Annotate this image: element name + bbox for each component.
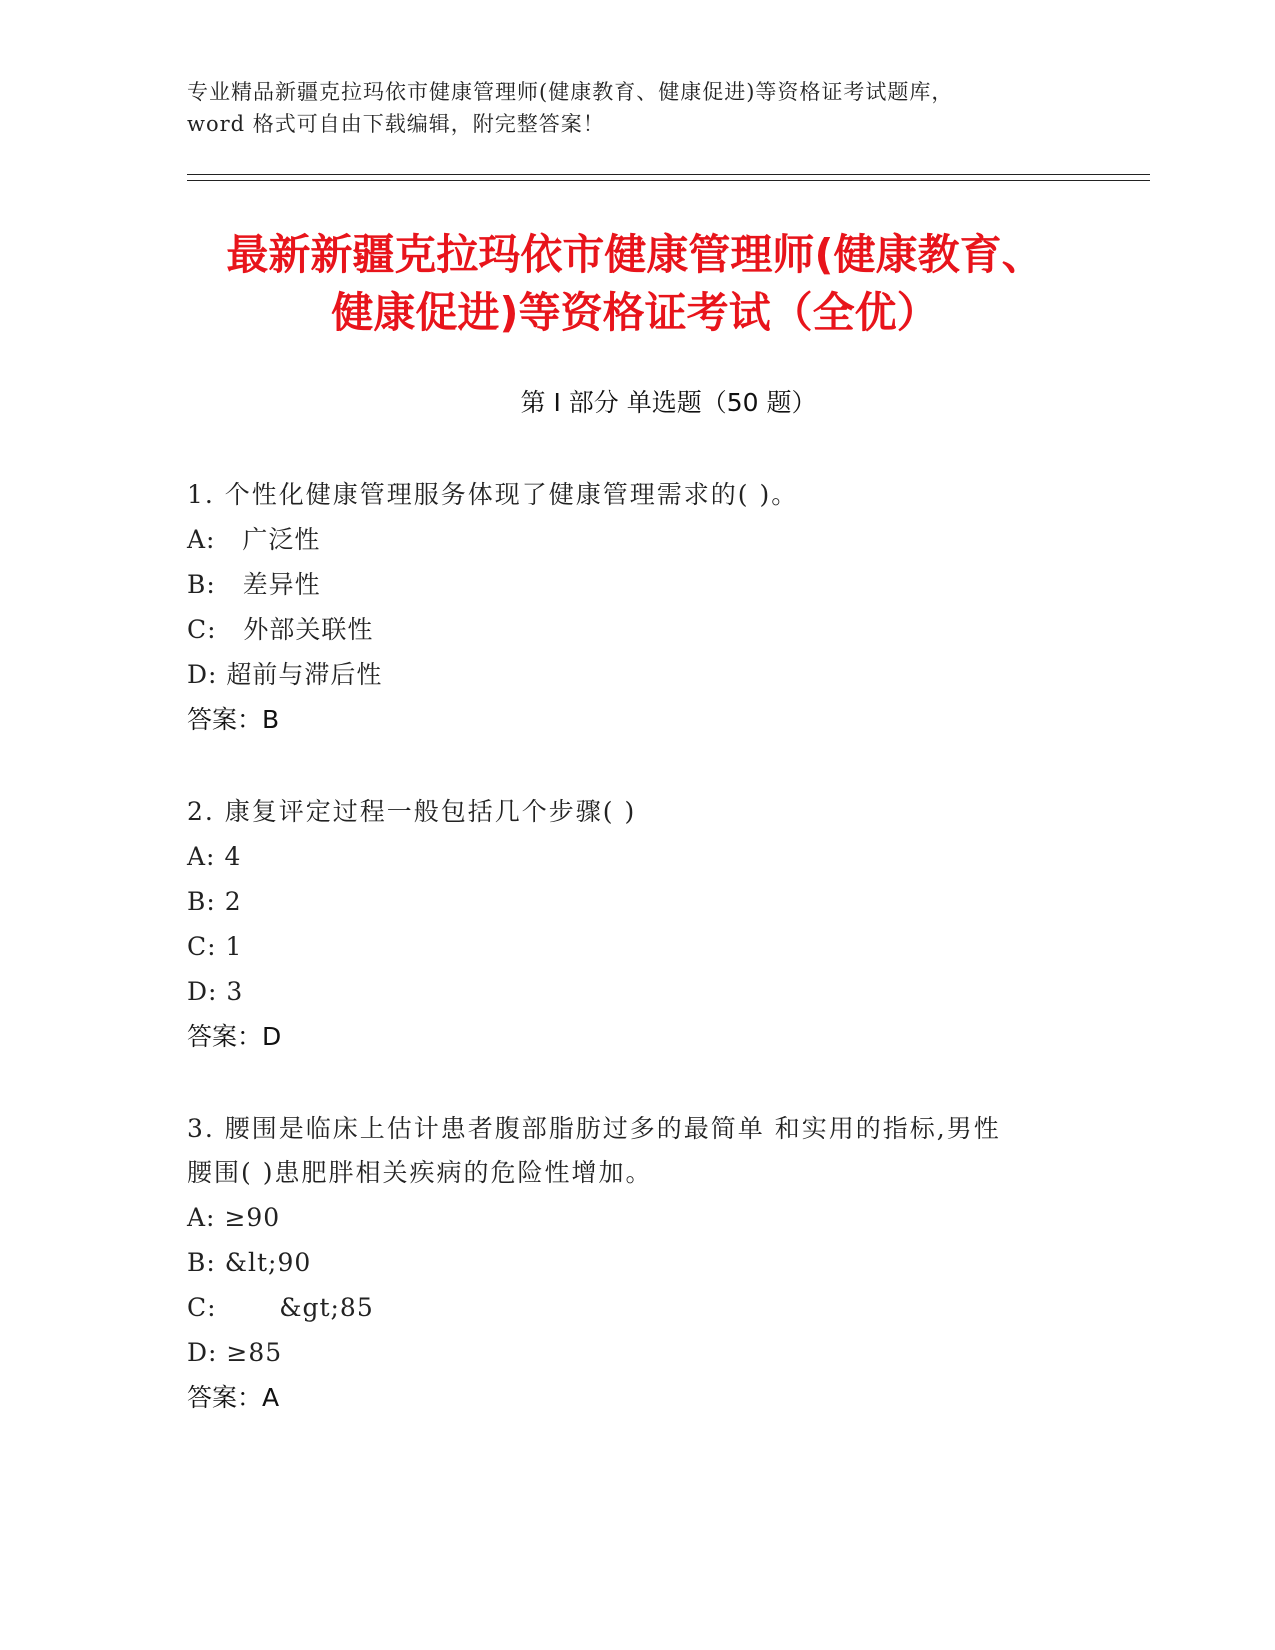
option-c xyxy=(187,924,1087,969)
option-text: 2 xyxy=(224,887,242,916)
option-label: B: xyxy=(187,570,216,599)
option-d xyxy=(187,1330,1087,1375)
option-label: C: xyxy=(187,932,217,961)
option-label: D: xyxy=(187,660,218,689)
section-heading: 第 I 部分 单选题（50 题） xyxy=(520,388,817,417)
header-note xyxy=(187,76,1087,140)
question-stem xyxy=(187,473,1087,517)
question-stem-line: 3. 腰围是临床上估计患者腹部脂肪过多的最简单 和实用的指标,男性 xyxy=(187,1114,1001,1143)
option-text: 4 xyxy=(224,842,242,871)
option-label: D: xyxy=(187,977,218,1006)
question-block xyxy=(187,1107,1087,1420)
header-note-line: word 格式可自由下载编辑，附完整答案！ xyxy=(187,112,605,136)
document-title-line: 健康促进)等资格证考试（全优） xyxy=(331,288,939,337)
question-stem-line: 腰围( )患肥胖相关疾病的危险性增加。 xyxy=(187,1158,653,1187)
question-stem-line: 2. 康复评定过程一般包括几个步骤( ) xyxy=(187,797,637,826)
option-label: B: xyxy=(187,887,216,916)
question-block xyxy=(187,790,1087,1059)
option-label: D: xyxy=(187,1338,218,1367)
option-d xyxy=(187,969,1087,1014)
option-text: 差异性 xyxy=(224,570,321,599)
header-divider xyxy=(187,174,1150,175)
option-text: 3 xyxy=(226,977,244,1006)
option-label: C: xyxy=(187,615,217,644)
option-b xyxy=(187,879,1087,924)
question-stem xyxy=(187,1107,1087,1195)
option-label: A: xyxy=(187,525,216,554)
option-a xyxy=(187,834,1087,879)
document-title-line: 最新新疆克拉玛依市健康管理师(健康教育、 xyxy=(226,230,1044,279)
question-block xyxy=(187,473,1087,742)
option-text: &lt;90 xyxy=(224,1248,312,1277)
option-b xyxy=(187,1240,1087,1285)
question-stem-line: 1. 个性化健康管理服务体现了健康管理需求的( )。 xyxy=(187,480,799,509)
answer-line: 答案：A xyxy=(187,1383,280,1412)
option-c xyxy=(187,1285,1087,1330)
option-label: B: xyxy=(187,1248,216,1277)
option-text: 广泛性 xyxy=(224,525,321,554)
option-text: ≥85 xyxy=(226,1338,283,1367)
option-label: C: xyxy=(187,1293,217,1322)
option-text: 外部关联性 xyxy=(225,615,374,644)
option-label: A: xyxy=(187,842,216,871)
option-label: A: xyxy=(187,1203,216,1232)
option-c xyxy=(187,607,1087,652)
question-stem xyxy=(187,790,1087,834)
option-text: ≥90 xyxy=(224,1203,281,1232)
option-text: 超前与滞后性 xyxy=(226,660,383,689)
option-a xyxy=(187,1195,1087,1240)
option-d xyxy=(187,652,1087,697)
option-text: &gt;85 xyxy=(225,1293,374,1322)
document-title xyxy=(120,226,1150,342)
option-a xyxy=(187,517,1087,562)
option-text: 1 xyxy=(225,932,243,961)
option-b xyxy=(187,562,1087,607)
answer-line: 答案：D xyxy=(187,1022,282,1051)
answer-line: 答案：B xyxy=(187,705,280,734)
header-divider xyxy=(187,180,1150,181)
header-note-line: 专业精品新疆克拉玛依市健康管理师(健康教育、健康促进)等资格证考试题库， xyxy=(187,80,954,104)
